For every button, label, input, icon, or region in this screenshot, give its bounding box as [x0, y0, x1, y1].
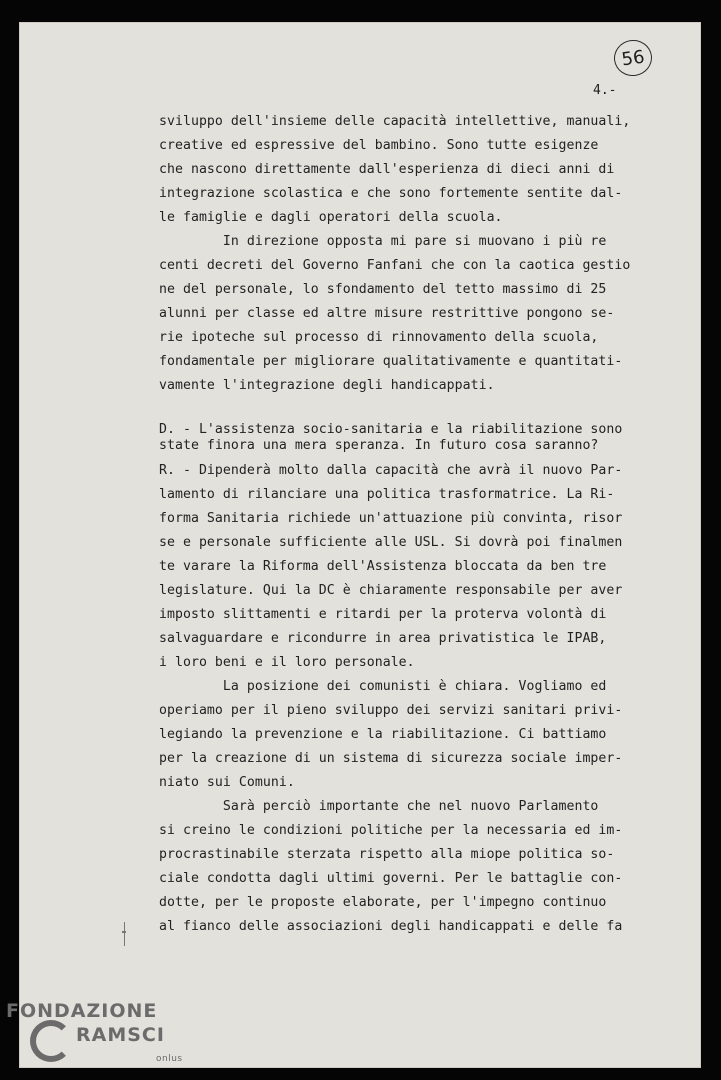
text-line: R. - Dipenderà molto dalla capacità che avrà il nuovo Par- [159, 463, 623, 478]
text-line: In direzione opposta mi pare si muovano i più re [159, 234, 607, 249]
text-line: al fianco delle associazioni degli handicappati e delle fa [159, 919, 623, 934]
text-line: centi decreti del Governo Fanfani che con la caotica gestio [159, 258, 631, 273]
text-line: rie ipoteche sul processo di rinnovamento della scuola, [159, 330, 599, 345]
text-line: Sarà perciò importante che nel nuovo Parlamento [159, 799, 599, 814]
text-line: lamento di rilanciare una politica trasformatrice. La Ri- [159, 487, 615, 502]
text-line: se e personale sufficiente alle USL. Si dovrà poi finalmen [159, 535, 623, 550]
text-line: alunni per classe ed altre misure restrittive pongono se- [159, 306, 615, 321]
text-line: le famiglie e dagli operatori della scuola. [159, 210, 503, 225]
archive-watermark [6, 1000, 196, 1080]
text-line: fondamentale per migliorare qualitativamente e quantitati- [159, 354, 623, 369]
text-line: sviluppo dell'insieme delle capacità intellettive, manuali, [159, 114, 631, 129]
text-line: te varare la Riforma dell'Assistenza bloccata da ben tre [159, 559, 607, 574]
text-line: i loro beni e il loro personale. [159, 655, 415, 670]
text-line: forma Sanitaria richiede un'attuazione più convinta, risor [159, 511, 623, 526]
text-line: vamente l'integrazione degli handicappati. [159, 378, 495, 393]
text-line: operiamo per il pieno sviluppo dei servizi sanitari privi- [159, 703, 623, 718]
watermark-line-1: FONDAZIONE [6, 1000, 158, 1022]
text-line: legiando la prevenzione e la riabilitazione. Ci battiamo [159, 727, 607, 742]
text-line: salvaguardare e ricondurre in area privatistica le IPAB, [159, 631, 607, 646]
watermark-line-3: onlus [156, 1054, 183, 1064]
text-line: ne del personale, lo sfondamento del tetto massimo di 25 [159, 282, 607, 297]
watermark-g-logo-icon [30, 1020, 72, 1062]
typed-page-number: 4.- [593, 83, 617, 98]
text-line: integrazione scolastica e che sono fortemente sentite dal- [159, 186, 623, 201]
text-line: per la creazione di un sistema di sicurezza sociale imper- [159, 751, 623, 766]
text-line: state finora una mera speranza. In futuro cosa saranno? [159, 438, 599, 453]
text-line: che nascono direttamente dall'esperienza di dieci anni di [159, 162, 615, 177]
text-line: La posizione dei comunisti è chiara. Vogliamo ed [159, 679, 607, 694]
text-line: ciale condotta dagli ultimi governi. Per le battaglie con- [159, 871, 623, 886]
text-line: niato sui Comuni. [159, 775, 295, 790]
text-line: imposto slittamenti e ritardi per la proterva volontà di [159, 607, 607, 622]
text-line: si creino le condizioni politiche per la necessaria ed im- [159, 823, 623, 838]
handwritten-page-number: 56 [612, 38, 655, 79]
pencil-margin-mark [124, 922, 128, 946]
text-line: D. - L'assistenza socio-sanitaria e la riabilitazione sono [159, 422, 623, 437]
text-line: legislature. Qui la DC è chiaramente responsabile per aver [159, 583, 623, 598]
text-line: procrastinabile sterzata rispetto alla miope politica so- [159, 847, 615, 862]
text-line: creative ed espressive del bambino. Sono tutte esigenze [159, 138, 599, 153]
watermark-line-2: RAMSCI [76, 1024, 165, 1046]
text-line: dotte, per le proposte elaborate, per l'impegno continuo [159, 895, 607, 910]
